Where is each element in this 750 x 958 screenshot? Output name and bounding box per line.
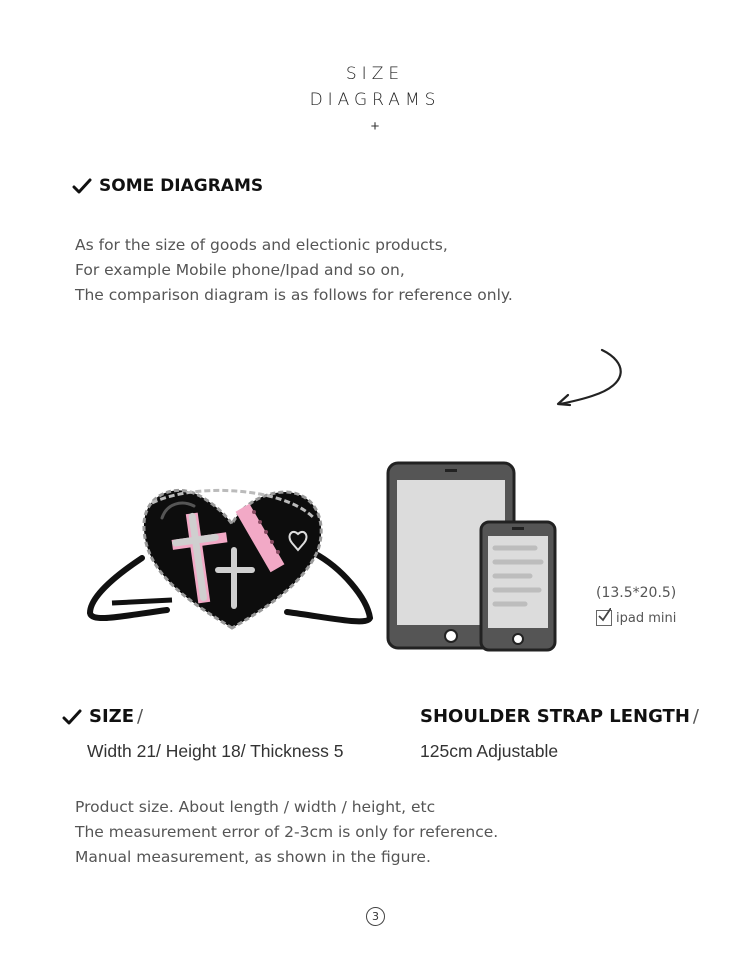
checkbox-icon [596, 610, 612, 626]
tablet-and-phone-icon [385, 458, 560, 658]
title-line-2: DIAGRAMS [309, 90, 441, 110]
device-name-row [596, 610, 676, 626]
measurement-notes [75, 795, 498, 870]
curved-arrow-icon [552, 344, 632, 414]
title-line-1: SIZE [345, 64, 405, 84]
some-diagrams-heading [72, 176, 263, 196]
size-slash: / [137, 706, 144, 727]
title-plus: + [370, 118, 380, 135]
size-heading [62, 706, 143, 727]
diagrams-description [75, 233, 513, 308]
heart-bag-image [82, 478, 382, 638]
device-size-label: (13.5*20.5) [596, 585, 677, 601]
note-line: Manual measurement, as shown in the figure. [75, 848, 431, 866]
some-diagrams-label: SOME DIAGRAMS [99, 176, 264, 196]
strap-label: SHOULDER STRAP LENGTH [420, 706, 690, 727]
size-value: Width 21/ Height 18/ Thickness 5 [87, 741, 344, 761]
note-line: Product size. About length / width / height, etc [75, 798, 436, 816]
note-line: The measurement error of 2-3cm is only for reference. [75, 823, 499, 841]
size-label: SIZE [89, 706, 135, 727]
page-number: 3 [366, 907, 385, 926]
description-line: The comparison diagram is as follows for reference only. [75, 286, 513, 304]
strap-value: 125cm Adjustable [420, 741, 559, 761]
description-line: For example Mobile phone/Ipad and so on, [75, 261, 405, 279]
description-line: As for the size of goods and electionic products, [75, 236, 448, 254]
checkmark-icon [72, 178, 92, 194]
strap-heading [420, 706, 699, 727]
checkmark-icon [62, 709, 82, 725]
strap-slash: / [692, 706, 699, 727]
device-name-label: ipad mini [616, 610, 677, 626]
